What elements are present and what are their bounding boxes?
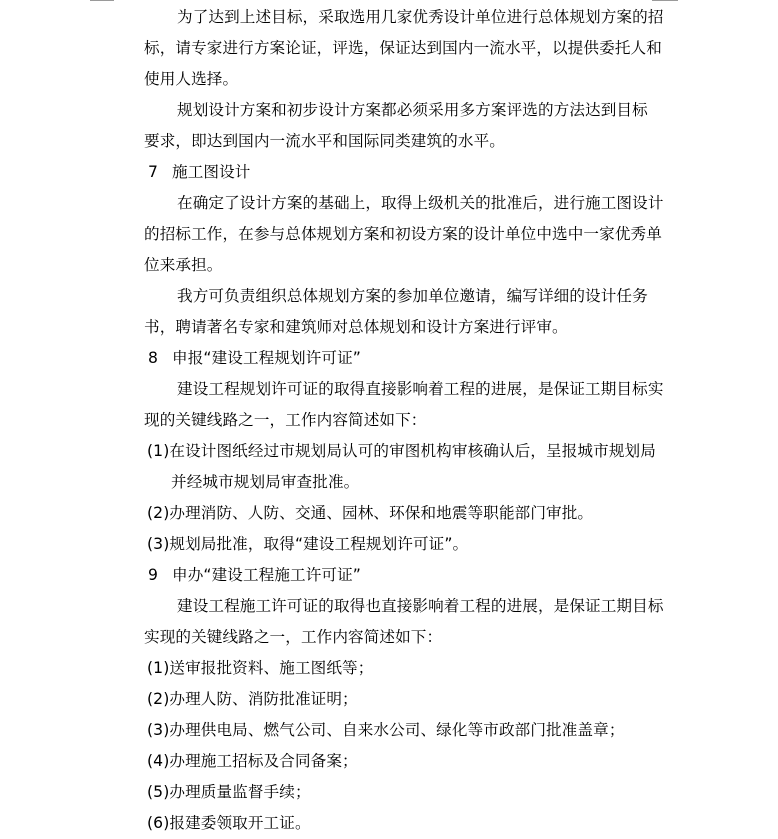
list-item: (4)办理施工招标及合同备案； <box>147 752 358 770</box>
page-top-rule-left <box>90 0 114 1</box>
page-top-rule-right <box>652 0 678 1</box>
paragraph-line: 建设工程施工许可证的取得也直接影响着工程的进展，是保证工期目标 <box>177 597 664 615</box>
list-item: (3)规划局批准，取得“建设工程规划许可证”。 <box>147 535 469 553</box>
paragraph-line: 现的关键线路之一，工作内容简述如下： <box>144 411 427 429</box>
section-number: 8 <box>148 349 159 367</box>
list-item: (6)报建委领取开工证。 <box>147 814 311 832</box>
section-title: 申办“建设工程施工许可证” <box>172 566 361 584</box>
section-number: 9 <box>148 566 159 584</box>
section-title: 施工图设计 <box>172 163 251 181</box>
section-heading-8 <box>144 343 734 374</box>
section-title: 申报“建设工程规划许可证” <box>172 349 361 367</box>
paragraph-line: 我方可负责组织总体规划方案的参加单位邀请，编写详细的设计任务 <box>177 287 648 305</box>
list-item: (1)送审报批资料、施工图纸等； <box>147 659 374 677</box>
section-heading-9 <box>144 560 734 591</box>
paragraph-line: 要求，即达到国内一流水平和国际同类建筑的水平。 <box>144 132 505 150</box>
list-item: (3)办理供电局、燃气公司、自来水公司、绿化等市政部门批准盖章； <box>147 721 625 739</box>
paragraph-line: 为了达到上述目标，采取选用几家优秀设计单位进行总体规划方案的招 <box>177 8 664 26</box>
list-item: (2)办理消防、人防、交通、园林、环保和地震等职能部门审批。 <box>147 504 594 522</box>
paragraph-line: 在确定了设计方案的基础上，取得上级机关的批准后，进行施工图设计 <box>177 194 664 212</box>
section-heading-7 <box>144 157 734 188</box>
section-number: 7 <box>148 163 159 181</box>
paragraph-line: 标，请专家进行方案论证，评选，保证达到国内一流水平，以提供委托人和 <box>144 39 662 57</box>
paragraph-line: 位来承担。 <box>144 256 223 274</box>
paragraph-line: 规划设计方案和初步设计方案都必须采用多方案评选的方法达到目标 <box>177 101 648 119</box>
paragraph-line: 的招标工作，在参与总体规划方案和初设方案的设计单位中选中一家优秀单 <box>144 225 662 243</box>
paragraph-line: 实现的关键线路之一，工作内容简述如下： <box>144 628 443 646</box>
paragraph-line: 书，聘请著名专家和建筑师对总体规划和设计方案进行评审。 <box>144 318 568 336</box>
list-item-continuation: 并经城市规划局审查批准。 <box>171 473 360 491</box>
list-item: (5)办理质量监督手续； <box>147 783 311 801</box>
document-body <box>144 2 734 839</box>
list-item: (1)在设计图纸经过市规划局认可的审图机构审核确认后，呈报城市规划局 <box>147 442 656 460</box>
paragraph-line: 使用人选择。 <box>144 70 239 88</box>
paragraph-line: 建设工程规划许可证的取得直接影响着工程的进展，是保证工期目标实 <box>177 380 664 398</box>
list-item: (2)办理人防、消防批准证明； <box>147 690 358 708</box>
